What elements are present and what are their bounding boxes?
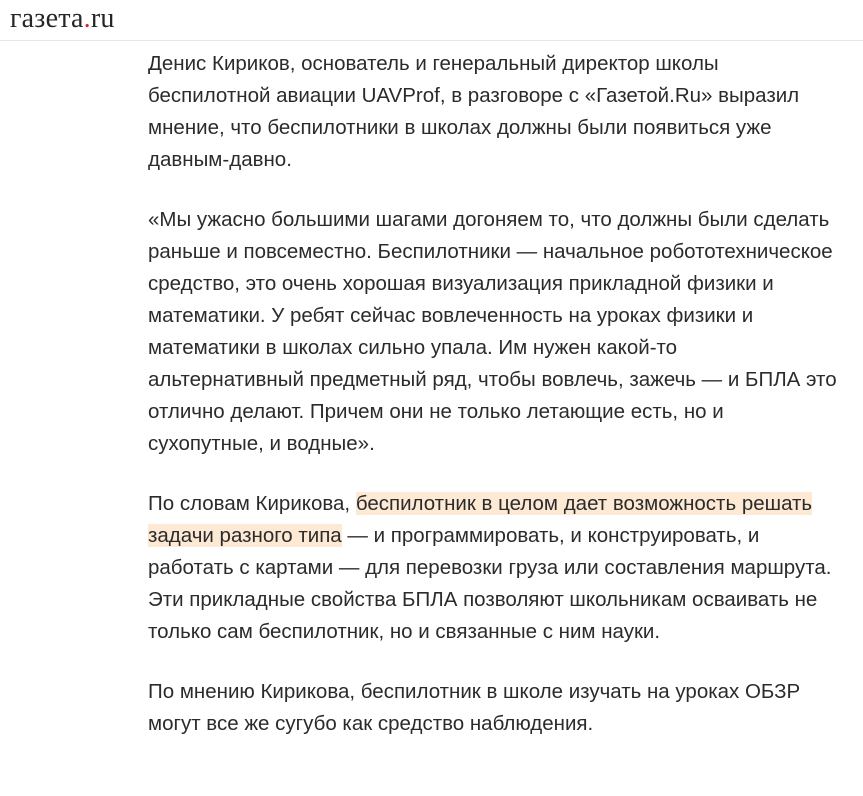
logo-text-tld: ru — [90, 3, 115, 34]
paragraph-3-lead: По словам Кирикова, — [148, 492, 356, 515]
article-paragraph-2: «Мы ужасно большими шагами догоняем то, что должны были сделать раньше и повсеместно. Беспилотники — начальное робототехническое средство, это очень хорошая визуализация прикладной физики и математики. У ребят сейчас вовлеченность на уроках физики и математики в школах сильно упала. Им нужен какой-то альтернативный предметный ряд, чтобы вовлечь, зажечь — и БПЛА это отлично делают. Причем они не только летающие есть, но и сухопутные, и водные». — [148, 208, 837, 455]
site-header — [0, 0, 863, 41]
highlighted-quote[interactable]: беспилотник в целом дает возможность решать задачи разного типа — [148, 492, 813, 547]
logo-text-main: газета — [10, 3, 84, 34]
article-paragraph-4: По мнению Кирикова, беспилотник в школе изучать на уроках ОБЗР могут все же сугубо как средство наблюдения. — [148, 680, 801, 735]
article-paragraph-3 — [148, 488, 838, 648]
logo-dot: . — [83, 3, 91, 34]
site-logo[interactable] — [10, 0, 115, 38]
article-paragraph-1: Денис Кириков, основатель и генеральный директор школы беспилотной авиации UAVProf, в разговоре с «Газетой.Ru» выразил мнение, что беспилотники в школах должны были появиться уже давным-давно. — [148, 52, 800, 171]
paragraph-3-rest: — и программировать, и конструировать, и работать с картами — для перевозки груза или составления маршрута. Эти прикладные свойства БПЛА позволяют школьникам осваивать не только сам беспилотник, но и связанные с ним науки. — [148, 524, 832, 643]
article-body — [148, 48, 838, 768]
